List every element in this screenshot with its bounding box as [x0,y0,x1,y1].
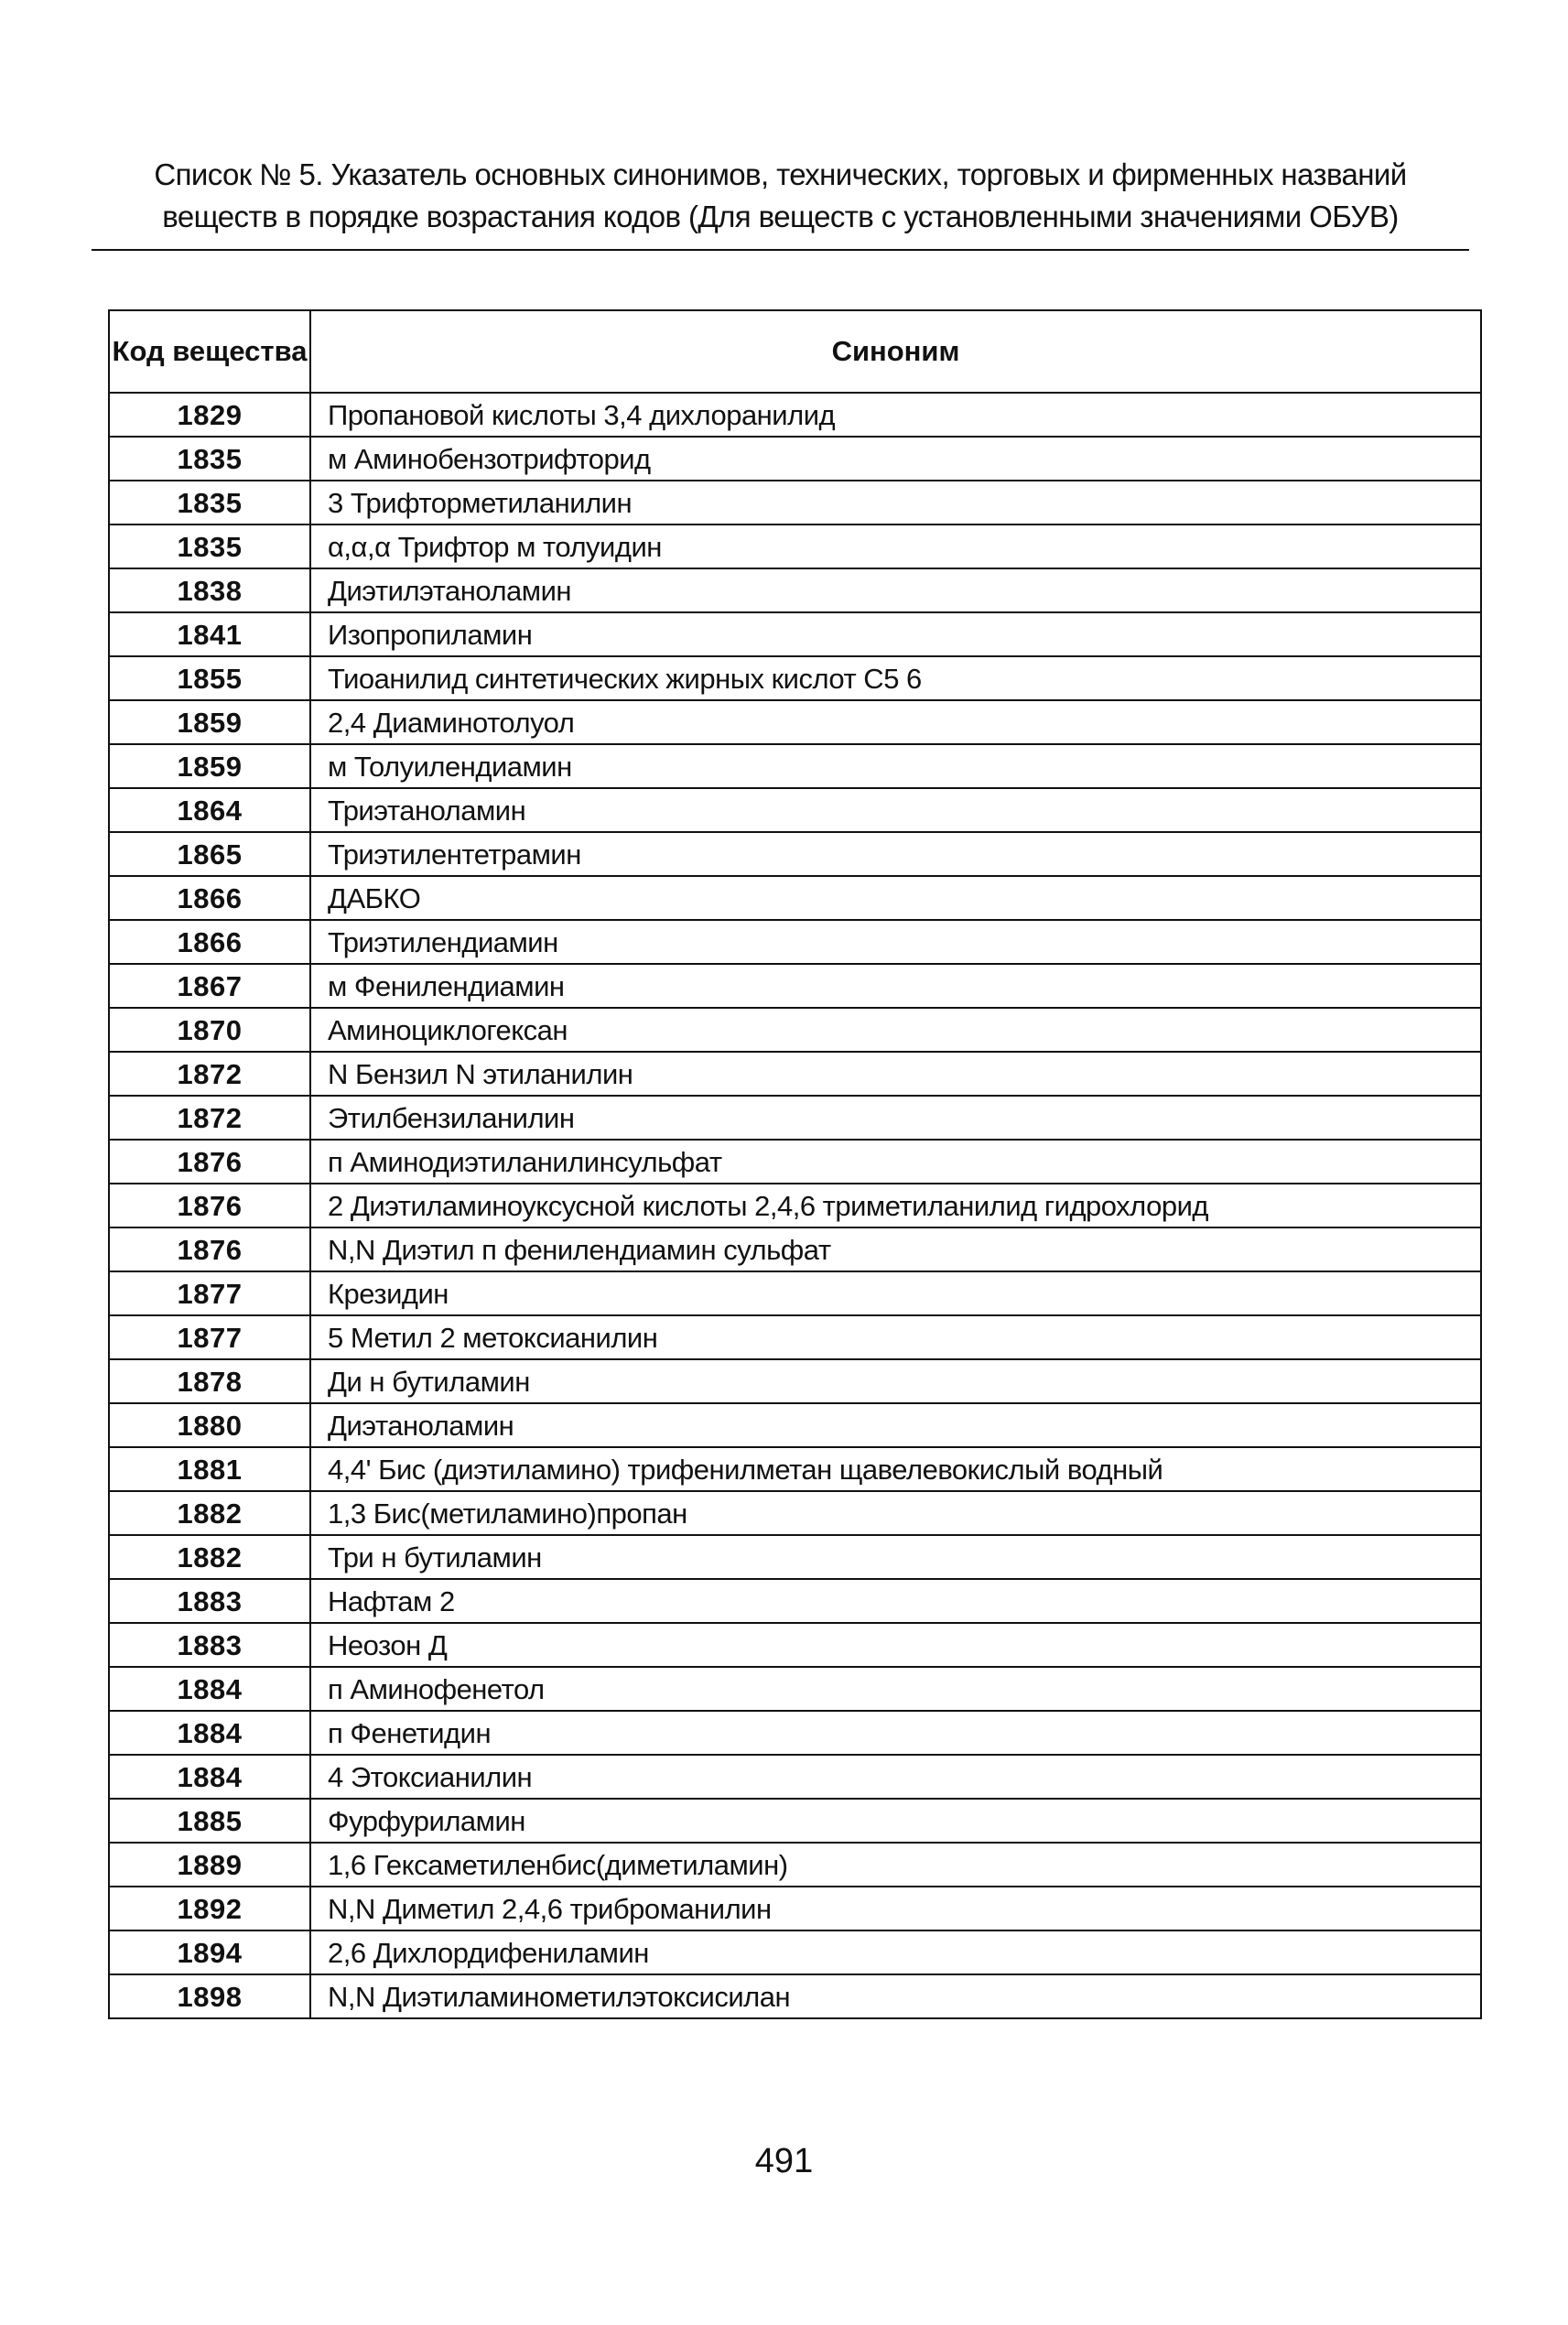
table-row [109,1974,1481,2018]
synonym-cell: 1,6 Гексаметиленбис(диметиламин) [310,1843,1481,1887]
table-row [109,964,1481,1008]
table-header-row [109,310,1481,393]
synonym-cell: 4,4' Бис (диэтиламино) трифенилметан щавелевокислый водный [310,1447,1481,1491]
substance-code-cell: 1870 [109,1008,310,1052]
substance-code-cell: 1892 [109,1887,310,1930]
synonym-cell: N,N Диметил 2,4,6 триброманилин [310,1887,1481,1930]
substance-code-cell: 1835 [109,437,310,481]
table-row [109,612,1481,656]
table-row [109,524,1481,568]
table-row [109,700,1481,744]
title-line-2: веществ в порядке возрастания кодов (Для веществ с установленными значениями ОБУВ) [162,200,1399,233]
table-row [109,1579,1481,1623]
substance-code-cell: 1884 [109,1755,310,1799]
table-row [109,876,1481,920]
table-row [109,788,1481,832]
table-row [109,1052,1481,1096]
substance-code-cell: 1838 [109,568,310,612]
table-row [109,1271,1481,1315]
substance-code-cell: 1882 [109,1535,310,1579]
synonym-cell: 2,4 Диаминотолуол [310,700,1481,744]
table-row [109,1403,1481,1447]
substance-code-cell: 1884 [109,1711,310,1755]
table-row [109,744,1481,788]
substance-code-cell: 1898 [109,1974,310,2018]
substance-code-cell: 1877 [109,1315,310,1359]
table-row [109,1184,1481,1227]
synonym-cell: п Фенетидин [310,1711,1481,1755]
substance-code-cell: 1876 [109,1227,310,1271]
synonym-cell: 2 Диэтиламиноуксусной кислоты 2,4,6 триметиланилид гидрохлорид [310,1184,1481,1227]
table-row [109,1667,1481,1711]
synonym-cell: Изопропиламин [310,612,1481,656]
table-row [109,832,1481,876]
title-line-1: Список № 5. Указатель основных синонимов, технических, торговых и фирменных названий [154,157,1407,191]
substance-code-cell: 1885 [109,1799,310,1843]
page-number: 491 [754,2142,814,2180]
table-row [109,1623,1481,1667]
synonym-cell: 1,3 Бис(метиламино)пропан [310,1491,1481,1535]
table-row [109,481,1481,524]
table-row [109,1711,1481,1755]
substance-code-cell: 1866 [109,876,310,920]
table-row [109,1447,1481,1491]
table-row [109,1359,1481,1403]
synonym-cell: Неозон Д [310,1623,1481,1667]
substance-code-cell: 1877 [109,1271,310,1315]
column-header-synonym: Синоним [310,310,1481,393]
table-row [109,656,1481,700]
table-row [109,1140,1481,1184]
substance-code-cell: 1859 [109,744,310,788]
table-row [109,1096,1481,1140]
synonym-cell: Диэтаноламин [310,1403,1481,1447]
substance-code-cell: 1835 [109,524,310,568]
substance-code-cell: 1894 [109,1930,310,1974]
substance-code-cell: 1866 [109,920,310,964]
synonym-cell: Три н бутиламин [310,1535,1481,1579]
substance-code-cell: 1883 [109,1579,310,1623]
synonym-cell: 3 Трифторметиланилин [310,481,1481,524]
synonym-cell: 2,6 Дихлордифениламин [310,1930,1481,1974]
table-row [109,1799,1481,1843]
table-row [109,568,1481,612]
synonym-cell: N,N Диэтил п фенилендиамин сульфат [310,1227,1481,1271]
synonym-cell: Тиоанилид синтетических жирных кислот С5 6 [310,656,1481,700]
synonym-cell: Этилбензиланилин [310,1096,1481,1140]
synonym-cell: N,N Диэтиламинометилэтоксисилан [310,1974,1481,2018]
substance-code-cell: 1876 [109,1140,310,1184]
synonym-cell: Фурфуриламин [310,1799,1481,1843]
synonym-cell: 5 Метил 2 метоксианилин [310,1315,1481,1359]
synonym-cell: Триэтилентетрамин [310,832,1481,876]
synonym-cell: ДАБКО [310,876,1481,920]
synonym-table [108,309,1482,2019]
title-underline [92,249,1469,251]
synonym-cell: N Бензил N этиланилин [310,1052,1481,1096]
substance-code-cell: 1841 [109,612,310,656]
substance-code-cell: 1872 [109,1096,310,1140]
table-row [109,1491,1481,1535]
substance-code-cell: 1829 [109,393,310,437]
substance-code-cell: 1883 [109,1623,310,1667]
substance-code-cell: 1855 [109,656,310,700]
synonym-cell: п Аминофенетол [310,1667,1481,1711]
substance-code-cell: 1884 [109,1667,310,1711]
table-row [109,1008,1481,1052]
substance-code-cell: 1882 [109,1491,310,1535]
table-row [109,920,1481,964]
table-row [109,1930,1481,1974]
substance-code-cell: 1889 [109,1843,310,1887]
substance-code-cell: 1881 [109,1447,310,1491]
synonym-cell: Триэтаноламин [310,788,1481,832]
substance-code-cell: 1872 [109,1052,310,1096]
synonym-cell: м Аминобензотрифторид [310,437,1481,481]
synonym-cell: м Фенилендиамин [310,964,1481,1008]
synonym-cell: Пропановой кислоты 3,4 дихлоранилид [310,393,1481,437]
table-row [109,437,1481,481]
substance-code-cell: 1835 [109,481,310,524]
table-row [109,1315,1481,1359]
table-row [109,1843,1481,1887]
substance-code-cell: 1865 [109,832,310,876]
table-row [109,1227,1481,1271]
substance-code-cell: 1859 [109,700,310,744]
substance-code-cell: 1867 [109,964,310,1008]
substance-code-cell: 1876 [109,1184,310,1227]
synonym-cell: α,α,α Трифтор м толуидин [310,524,1481,568]
synonym-cell: Крезидин [310,1271,1481,1315]
substance-code-cell: 1880 [109,1403,310,1447]
table-row [109,1887,1481,1930]
synonym-cell: п Аминодиэтиланилинсульфат [310,1140,1481,1184]
synonym-cell: Диэтилэтаноламин [310,568,1481,612]
substance-code-cell: 1878 [109,1359,310,1403]
synonym-cell: Ди н бутиламин [310,1359,1481,1403]
table-row [109,1755,1481,1799]
page-title [92,154,1469,238]
table-row [109,1535,1481,1579]
synonym-cell: Аминоциклогексан [310,1008,1481,1052]
synonym-cell: Триэтилендиамин [310,920,1481,964]
synonym-cell: 4 Этоксианилин [310,1755,1481,1799]
substance-code-cell: 1864 [109,788,310,832]
synonym-cell: м Толуилендиамин [310,744,1481,788]
table-row [109,393,1481,437]
column-header-code: Код вещества [109,310,310,393]
synonym-cell: Нафтам 2 [310,1579,1481,1623]
table-body [109,393,1481,2018]
